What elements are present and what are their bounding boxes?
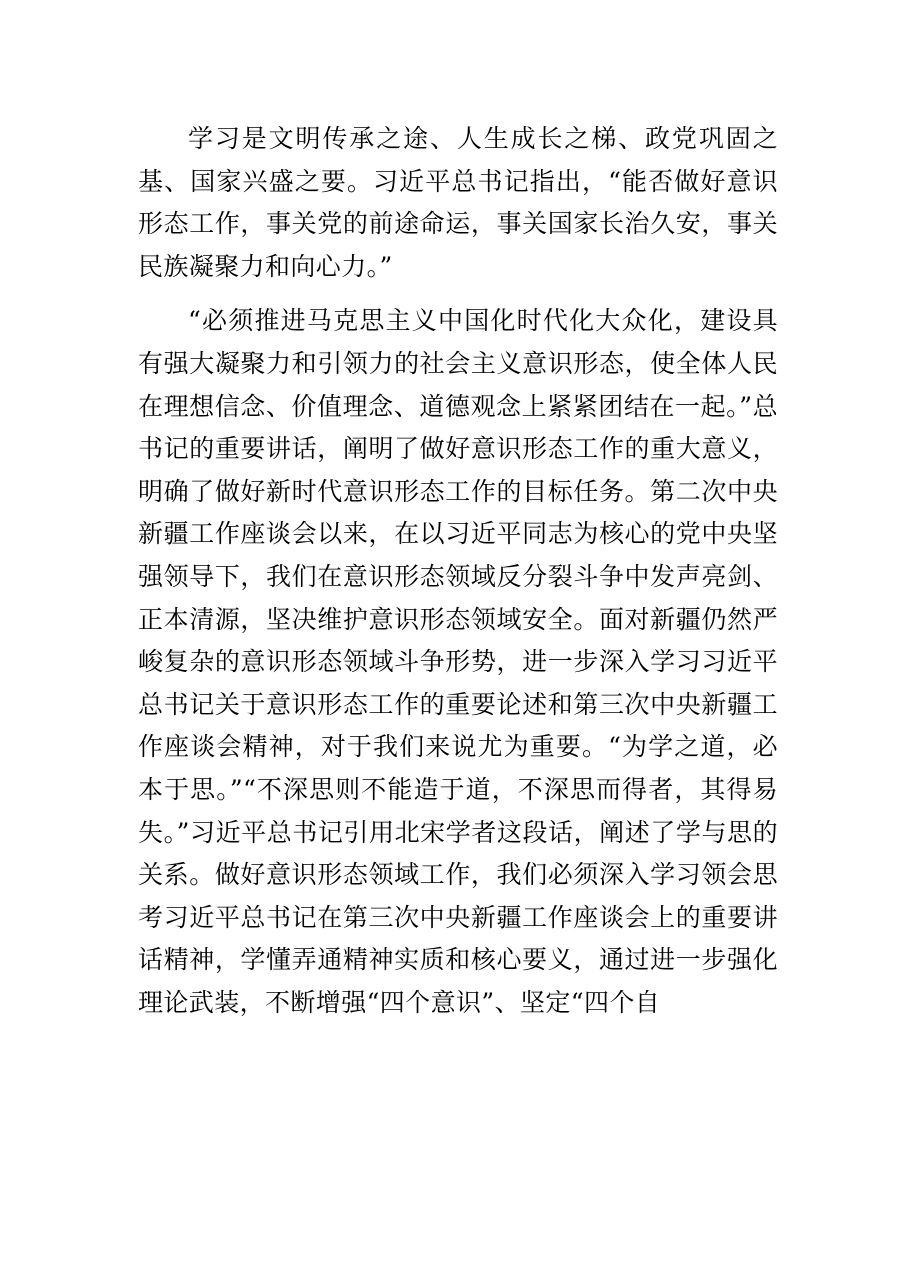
paragraph-1: 学习是文明传承之途、人生成长之梯、政党巩固之基、国家兴盛之要。习近平总书记指出，“能否做好意识形态工作，事关党的前途命运，事关国家长治久安，事关民族凝聚力和向心力。” (138, 124, 778, 281)
document-body (138, 118, 778, 1024)
paragraph-2: “必须推进马克思主义中国化时代化大众化，建设具有强大凝聚力和引领力的社会主义意识形态，使全体人民在理想信念、价值理念、道德观念上紧紧团结在一起。”总书记的重要讲话，阐明了做好意识形态工作的重大意义，明确了做好新时代意识形态工作的目标任务。第二次中央新疆工作座谈会以来，在以习近平同志为核心的党中央坚强领导下，我们在意识形态领域反分裂斗争中发声亮剑、正本清源，坚决维护意识形态领域安全。面对新疆仍然严峻复杂的意识形态领域斗争形势，进一步深入学习习近平总书记关于意识形态工作的重要论述和第三次中央新疆工作座谈会精神，对于我们来说尤为重要。“为学之道，必本于思。”“不深思则不能造于道，不深思而得者，其得易失。”习近平总书记引用北宋学者这段话，阐述了学与思的关系。做好意识形态领域工作，我们必须深入学习领会思考习近平总书记在第三次中央新疆工作座谈会上的重要讲话精神，学懂弄通精神实质和核心要义，通过进一步强化理论武装，不断增强“四个意识”、坚定“四个自 (138, 306, 778, 1017)
